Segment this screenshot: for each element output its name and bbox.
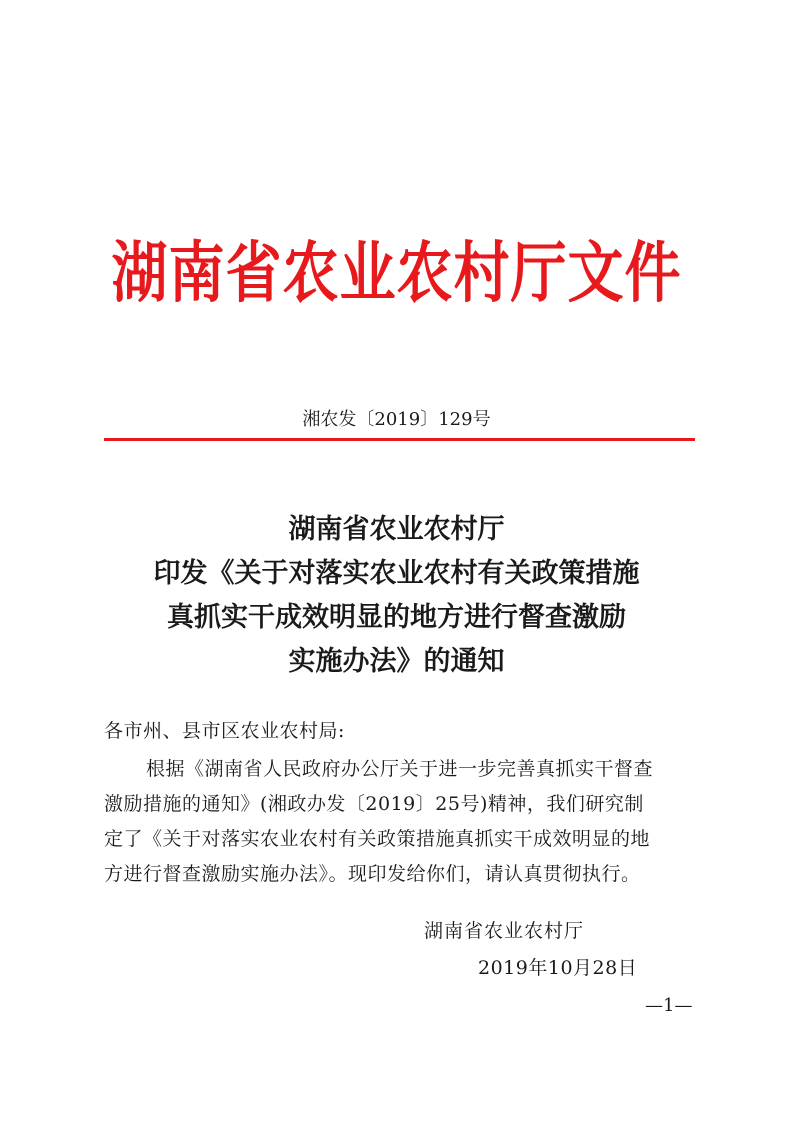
body-line: 激励措施的通知》(湘政办发〔2019〕25号)精神，我们研究制	[104, 793, 644, 815]
signature-organization: 湖南省农业农村厅	[424, 920, 585, 942]
body-line: 定了《关于对落实农业农村有关政策措施真抓实干成效明显的地	[104, 828, 651, 850]
title-line: 湖南省农业农村厅	[288, 514, 505, 545]
page-number: —1—	[645, 995, 693, 1016]
body-line: 根据《湖南省人民政府办公厅关于进一步完善真抓实干督查	[146, 758, 654, 780]
red-separator-line	[104, 438, 695, 441]
body-line: 方进行督查激励实施办法》。现印发给你们，请认真贯彻执行。	[104, 863, 641, 885]
body-paragraph	[104, 752, 700, 892]
document-number: 湘农发〔2019〕129号	[302, 409, 491, 430]
document-title	[0, 508, 793, 684]
title-line: 实施办法》的通知	[288, 646, 505, 677]
title-line: 真抓实干成效明显的地方进行督查激励	[167, 602, 626, 633]
salutation: 各市州、县市区农业农村局:	[104, 720, 345, 742]
title-line: 印发《关于对落实农业农村有关政策措施	[153, 558, 640, 589]
signature-date: 2019年10月28日	[478, 957, 638, 979]
document-header-title: 湖南省农业农村厅文件	[111, 234, 682, 312]
